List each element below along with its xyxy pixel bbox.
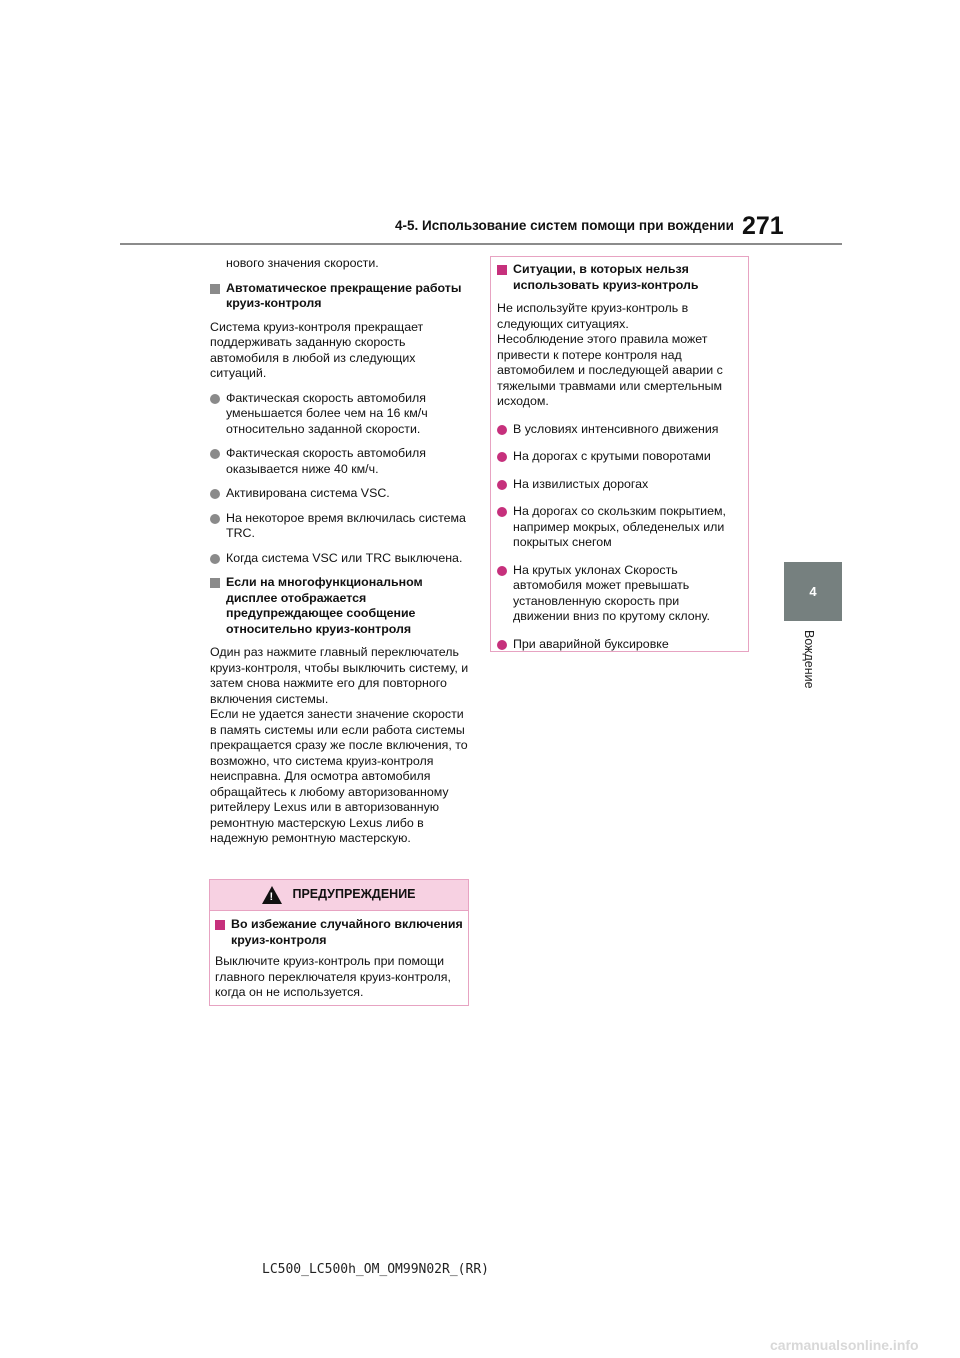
document-code: LC500_LC500h_OM_OM99N02R_(RR) — [262, 1262, 489, 1277]
list-item-text: В условиях интенсивного движения — [513, 421, 719, 436]
list-item-text: Фактическая скорость автомобиля уменьшается более чем на 16 км/ч относительно заданной скорости. — [226, 390, 428, 436]
list-item — [210, 551, 472, 567]
section-title: 4-5. Использование систем помощи при вождении — [395, 218, 734, 233]
list-item — [210, 391, 472, 438]
bullet-dot-icon — [210, 554, 220, 564]
list-item-text: На извилистых дорогах — [513, 476, 649, 491]
list-item — [497, 504, 748, 551]
bullet-dot-icon — [210, 514, 220, 524]
list-item-text: При аварийной буксировке — [513, 636, 669, 651]
heading-text: Автоматическое прекращение работы круиз-контроля — [226, 280, 462, 310]
situations-box — [490, 256, 749, 652]
list-item — [497, 563, 748, 625]
warning-header — [210, 880, 468, 911]
bullet-dot-icon — [497, 640, 507, 650]
watermark: carmanualsonline.info — [770, 1337, 919, 1353]
bullet-dot-icon — [210, 449, 220, 459]
warning-title: ПРЕДУПРЕЖДЕНИЕ — [292, 887, 416, 902]
auto-cancel-heading — [210, 281, 472, 312]
warning-triangle-icon: ! — [262, 886, 282, 904]
bullet-dot-icon — [497, 480, 507, 490]
left-column — [210, 256, 472, 856]
list-item-text: На некоторое время включилась система TRC. — [226, 510, 466, 540]
list-item — [497, 477, 748, 493]
situations-text-1: Не используйте круиз-контроль в следующих ситуациях. — [497, 301, 689, 331]
bullet-dot-icon — [497, 452, 507, 462]
bullet-dot-icon — [497, 507, 507, 517]
warning-body — [210, 911, 468, 1001]
list-item — [210, 446, 472, 477]
square-bullet-icon — [215, 920, 225, 930]
heading-text: Если на многофункциональном дисплее отображается предупреждающее сообщение относительно круиз-контроля — [226, 575, 423, 636]
list-item — [497, 422, 748, 438]
list-item — [210, 486, 472, 502]
heading-text: Во избежание случайного включения круиз-контроля — [231, 917, 463, 947]
list-item — [210, 511, 472, 542]
list-item-text: Когда система VSC или TRC выключена. — [226, 550, 463, 565]
square-bullet-icon — [210, 578, 220, 588]
chapter-tab[interactable]: 4 — [784, 562, 842, 621]
multi-display-text-1: Один раз нажмите главный переключатель круиз-контроля, чтобы выключить систему, и затем снова нажмите его для повторного включения системы. — [210, 645, 469, 706]
auto-cancel-text: Система круиз-контроля прекращает поддерживать заданную скорость автомобиля в любой из следующих ситуаций. — [210, 319, 424, 380]
bullet-dot-icon — [497, 566, 507, 576]
square-bullet-icon — [497, 265, 507, 275]
situations-heading — [497, 262, 748, 293]
page-number: 271 — [742, 212, 784, 240]
list-item — [497, 449, 748, 465]
list-item-text: На дорогах со скользким покрытием, например мокрых, обледенелых или покрытых снегом — [513, 504, 726, 549]
warning-heading — [215, 917, 463, 948]
header-divider — [120, 243, 842, 245]
bullet-dot-icon — [210, 489, 220, 499]
situations-text-2: Несоблюдение этого правила может привести к потере контроля над автомобилем и последующей аварии с тяжелыми травмами или смертельным исходом. — [497, 332, 723, 408]
list-item-text: Фактическая скорость автомобиля оказывается ниже 40 км/ч. — [226, 446, 426, 476]
list-item — [497, 637, 748, 653]
bullet-dot-icon — [497, 425, 507, 435]
bullet-dot-icon — [210, 394, 220, 404]
chapter-label: Вождение — [802, 630, 816, 689]
heading-text: Ситуации, в которых нельзя использовать круиз-контроль — [513, 262, 699, 292]
list-item-text: На крутых уклонах Скорость автомобиля может превышать установленную скорость при движении вниз по крутому склону. — [513, 562, 710, 623]
multi-display-text-2: Если не удается занести значение скорости в память системы или если работа системы прекращается сразу же после включения, то возможно, что система круиз-контроля неисправна. Для осмотра автомобиля обращайтесь к любому авторизованному ритейлеру Lexus или в авторизованную ремонтную мастерскую Lexus либо в надежную ремонтную мастерскую. — [210, 707, 468, 845]
warning-box — [209, 879, 469, 1006]
square-bullet-icon — [210, 284, 220, 294]
multi-display-heading — [210, 575, 472, 637]
warning-text: Выключите круиз-контроль при помощи главного переключателя круиз-контроля, когда он не используется. — [215, 954, 451, 999]
list-item-text: Активирована система VSC. — [226, 486, 390, 500]
intro-continued: нового значения скорости. — [226, 256, 379, 270]
list-item-text: На дорогах с крутыми поворотами — [513, 449, 711, 463]
